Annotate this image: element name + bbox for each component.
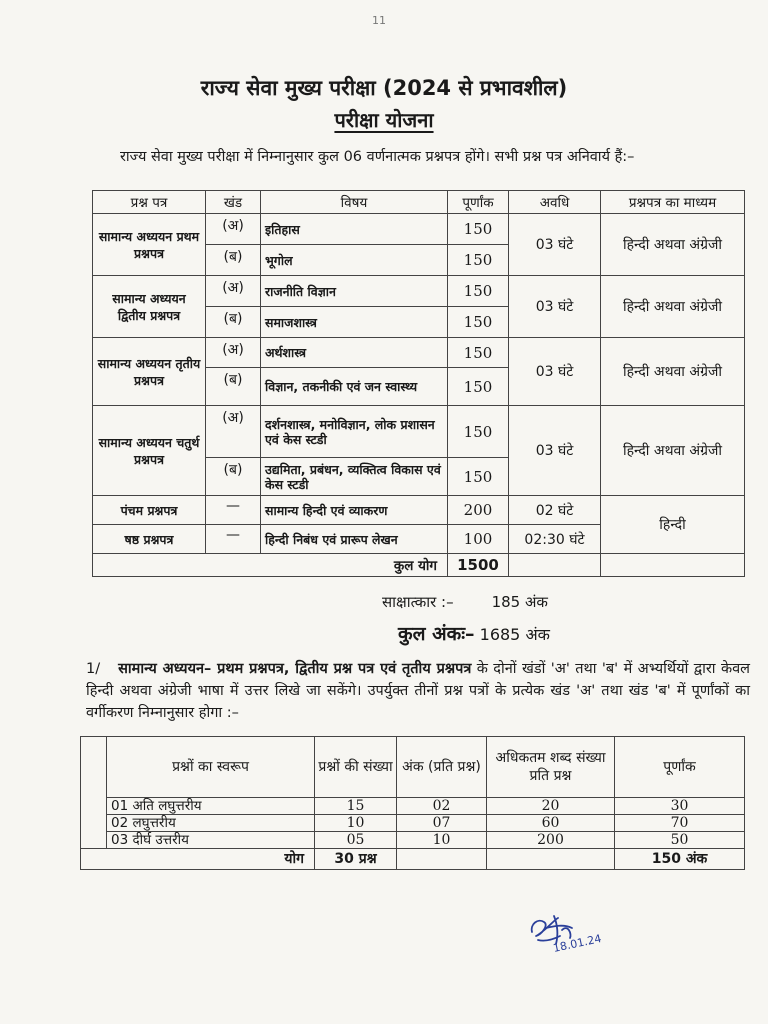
sum-row [81,849,745,870]
medium-cell: हिन्दी अथवा अंग्रेजी [601,214,745,276]
sum-label: योग [81,849,315,870]
marks-cell: 150 [448,276,509,307]
max-words: 200 [487,832,615,849]
header-marks-each: अंक (प्रति प्रश्न) [397,737,487,798]
empty-cell [81,815,107,832]
question-count: 10 [315,815,397,832]
khand-cell: (अ) [206,406,261,458]
khand-cell: (अ) [206,276,261,307]
header-paper: प्रश्न पत्र [93,191,206,214]
marks-cell: 100 [448,525,509,554]
table-row [93,338,745,368]
duration-cell: 02:30 घंटे [509,525,601,554]
total-row [93,554,745,577]
question-count: 15 [315,798,397,815]
intro-paragraph: राज्य सेवा मुख्य परीक्षा में निम्नानुसार कुल 06 वर्णनात्मक प्रश्नपत्र होंगे। सभी प्रश्न पत्र अनिवार्य हैं:– [120,149,635,165]
subject-cell: राजनीति विज्ञान [261,276,448,307]
marks-cell: 200 [448,496,509,525]
total-label: कुल योग [93,554,448,577]
marks-cell: 150 [448,245,509,276]
table-row [81,832,745,849]
para-text: के दोनों खंडों 'अ' तथा 'ब' में अभ्यर्थियों द्वारा केवल हिन्दी अथवा अंग्रेजी भाषा में उत्तर लिखे जा सकेंगे। उपर्युक्त तीनों प्रश्न पत्रों के प्रत्येक खंड 'अ' तथा खंड 'ब' में पूर्णांकों का वर्गीकरण निम्नानुसार होगा :– [86,661,750,721]
duration-cell: 03 घंटे [509,214,601,276]
question-type: 02 लघुत्तरीय [107,815,315,832]
khand-cell: (ब) [206,307,261,338]
empty-cell [81,832,107,849]
header-subject: विषय [261,191,448,214]
header-marks: पूर्णांक [448,191,509,214]
header-medium: प्रश्नपत्र का माध्यम [601,191,745,214]
grand-total [398,620,550,646]
subject-cell: हिन्दी निबंध एवं प्रारूप लेखन [261,525,448,554]
subject-cell: समाजशास्त्र [261,307,448,338]
interview-marks [382,592,548,612]
marks-each: 10 [397,832,487,849]
subject-cell: विज्ञान, तकनीकी एवं जन स्वास्थ्य [261,368,448,406]
header-question-type: प्रश्नों का स्वरूप [107,737,315,798]
grand-total-value: 1685 अंक [479,625,550,644]
medium-cell: हिन्दी अथवा अंग्रेजी [601,406,745,496]
table-row [93,496,745,525]
medium-cell: हिन्दी [601,496,745,554]
question-type: 01 अति लघुत्तरीय [107,798,315,815]
page-number-mark: 11 [372,14,386,27]
para-bold-text: सामान्य अध्ययन– प्रथम प्रश्नपत्र, द्वितीय प्रश्न पत्र एवं तृतीय प्रश्नपत्र [118,661,472,677]
question-type: 03 दीर्घ उत्तरीय [107,832,315,849]
subject-cell: दर्शनशास्त्र, मनोविज्ञान, लोक प्रशासन एवं केस स्टडी [261,406,448,458]
subject-cell: उद्यमिता, प्रबंधन, व्यक्तित्व विकास एवं केस स्टडी [261,458,448,496]
khand-cell: (ब) [206,458,261,496]
marks-cell: 150 [448,214,509,245]
table-header-row [81,737,745,798]
khand-cell: (ब) [206,245,261,276]
section-1-paragraph [86,658,750,724]
max-words: 60 [487,815,615,832]
header-khand: खंड [206,191,261,214]
marks-cell: 150 [448,368,509,406]
total-value: 1500 [448,554,509,577]
table-row [93,406,745,458]
header-total-marks: पूर्णांक [615,737,745,798]
total-marks: 30 [615,798,745,815]
header-question-count: प्रश्नों की संख्या [315,737,397,798]
sum-total: 150 अंक [615,849,745,870]
khand-cell: — [206,496,261,525]
duration-cell: 03 घंटे [509,276,601,338]
table-row [81,798,745,815]
sum-count: 30 प्रश्न [315,849,397,870]
signature-date: 18.01.24 [551,932,603,955]
khand-cell: (अ) [206,338,261,368]
subject-cell: भूगोल [261,245,448,276]
duration-cell: 02 घंटे [509,496,601,525]
document-subtitle: परीक्षा योजना [334,108,434,132]
duration-cell: 03 घंटे [509,338,601,406]
total-marks: 50 [615,832,745,849]
medium-cell: हिन्दी अथवा अंग्रेजी [601,338,745,406]
empty-cell [509,554,601,577]
table-row [81,815,745,832]
table-header-row [93,191,745,214]
empty-cell [601,554,745,577]
para-number: 1/ [86,661,101,677]
marks-each: 07 [397,815,487,832]
empty-cell [487,849,615,870]
empty-cell [81,798,107,815]
marks-cell: 150 [448,406,509,458]
khand-cell: (अ) [206,214,261,245]
paper-name: सामान्य अध्ययन द्वितीय प्रश्नपत्र [93,276,206,338]
header-max-words: अधिकतम शब्द संख्या प्रति प्रश्न [487,737,615,798]
marks-distribution-table [80,736,745,870]
paper-name: सामान्य अध्ययन चतुर्थ प्रश्नपत्र [93,406,206,496]
table-row [93,214,745,245]
paper-name: सामान्य अध्ययन प्रथम प्रश्नपत्र [93,214,206,276]
marks-cell: 150 [448,307,509,338]
grand-total-label: कुल अंकः– [398,623,475,645]
max-words: 20 [487,798,615,815]
empty-cell [397,849,487,870]
header-duration: अवधि [509,191,601,214]
marks-each: 02 [397,798,487,815]
paper-name: सामान्य अध्ययन तृतीय प्रश्नपत्र [93,338,206,406]
exam-scheme-table [92,190,745,577]
table-row [93,276,745,307]
handwritten-signature [524,906,614,962]
marks-cell: 150 [448,338,509,368]
subject-cell: सामान्य हिन्दी एवं व्याकरण [261,496,448,525]
empty-cell [81,737,107,798]
interview-label: साक्षात्कार :– [382,593,454,611]
total-marks: 70 [615,815,745,832]
interview-value: 185 अंक [491,593,548,611]
subject-cell: इतिहास [261,214,448,245]
khand-cell: — [206,525,261,554]
khand-cell: (ब) [206,368,261,406]
duration-cell: 03 घंटे [509,406,601,496]
document-title: राज्य सेवा मुख्य परीक्षा (2024 से प्रभावशील) [200,76,568,100]
medium-cell: हिन्दी अथवा अंग्रेजी [601,276,745,338]
question-count: 05 [315,832,397,849]
paper-name: षष्ठ प्रश्नपत्र [93,525,206,554]
marks-cell: 150 [448,458,509,496]
subject-cell: अर्थशास्त्र [261,338,448,368]
paper-name: पंचम प्रश्नपत्र [93,496,206,525]
